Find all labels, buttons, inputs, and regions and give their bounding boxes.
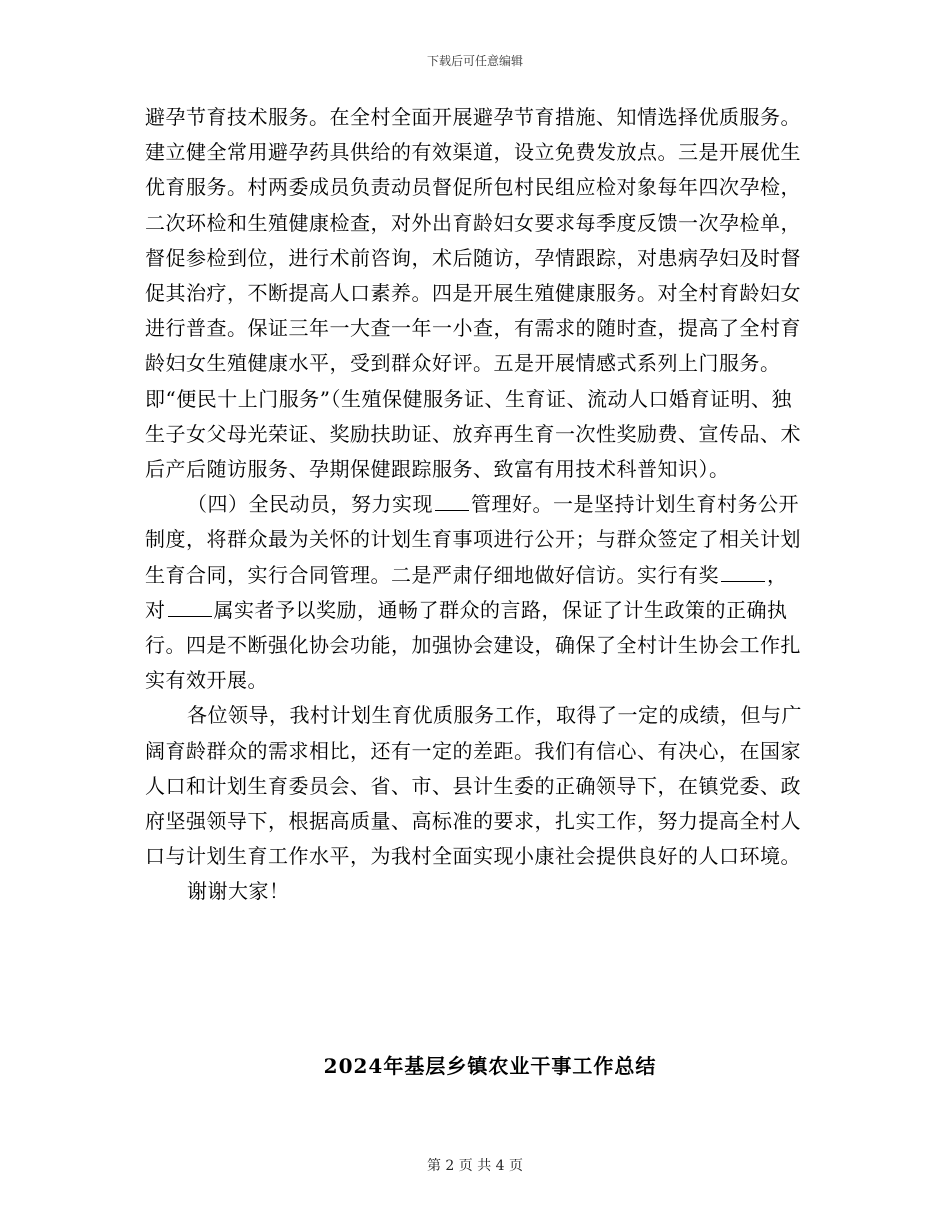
- paragraph-mobilization-part-4: 属实者予以奖励，通畅了群众的言路，保证了计生政策的正确执行。四是不断强化协会功能，加强协会建设，确保了全村计生协会工作扎实有效开展。: [145, 597, 801, 693]
- section-title: 2024年基层乡镇农业干事工作总结: [323, 1054, 657, 1078]
- fill-in-blank: [721, 580, 765, 582]
- paragraph-mobilization-part-3: ，对: [145, 562, 788, 622]
- fill-in-blank: [435, 509, 469, 511]
- paragraph-conclusion: 各位领导，我村计划生育优质服务工作，取得了一定的成绩，但与广阔育龄群众的需求相比，还有一定的差距。我们有信心、有决心，在国家人口和计划生育委员会、省、市、县计生委的正确领导下，在镇党委、政府坚强领导下，根据高质量、高标准的要求，扎实工作，努力提高全村人口与计划生育工作水平，为我村全面实现小康社会提供良好的人口环境。: [145, 703, 802, 869]
- page-header-note: 下载后可任意编辑: [426, 54, 523, 68]
- page-number: 第 2 页 共 4 页: [426, 1158, 524, 1174]
- paragraph-mobilization: [145, 487, 805, 698]
- paragraph-services: 避孕节育技术服务。在全村全面开展避孕节育措施、知情选择优质服务。建立健全常用避孕药具供给的有效渠道，设立免费发放点。三是开展优生优育服务。村两委成员负责动员督促所包村民组应检对象每年四次孕检，二次环检和生殖健康检查，对外出育龄妇女要求每季度反馈一次孕检单，督促参检到位，进行术前咨询，术后随访，孕情跟踪，对患病孕妇及时督促其治疗，不断提高人口素养。四是开展生殖健康服务。对全村育龄妇女进行普查。保证三年一大查一年一小查，有需求的随时查，提高了全村育龄妇女生殖健康水平，受到群众好评。五是开展情感式系列上门服务。即“便民十上门服务”（生殖保健服务证、生育证、流动人口婚育证明、独生子女父母光荣证、奖励扶助证、放弃再生育一次性奖励费、宣传品、术后产后随访服务、孕期保健跟踪服务、致富有用技术科普知识）。: [145, 105, 801, 482]
- document-body: [145, 100, 805, 910]
- paragraph-mobilization-part-2: 管理好。一是坚持计划生育村务公开制度，将群众最为关怀的计划生育事项进行公开；与群众签定了相关计划生育合同，实行合同管理。二是严肃仔细地做好信访。实行有奖: [145, 492, 801, 587]
- paragraph-thanks: 谢谢大家！: [187, 879, 290, 904]
- fill-in-blank: [168, 615, 212, 617]
- paragraph-mobilization-part-1: （四）全民动员，努力实现: [187, 492, 433, 517]
